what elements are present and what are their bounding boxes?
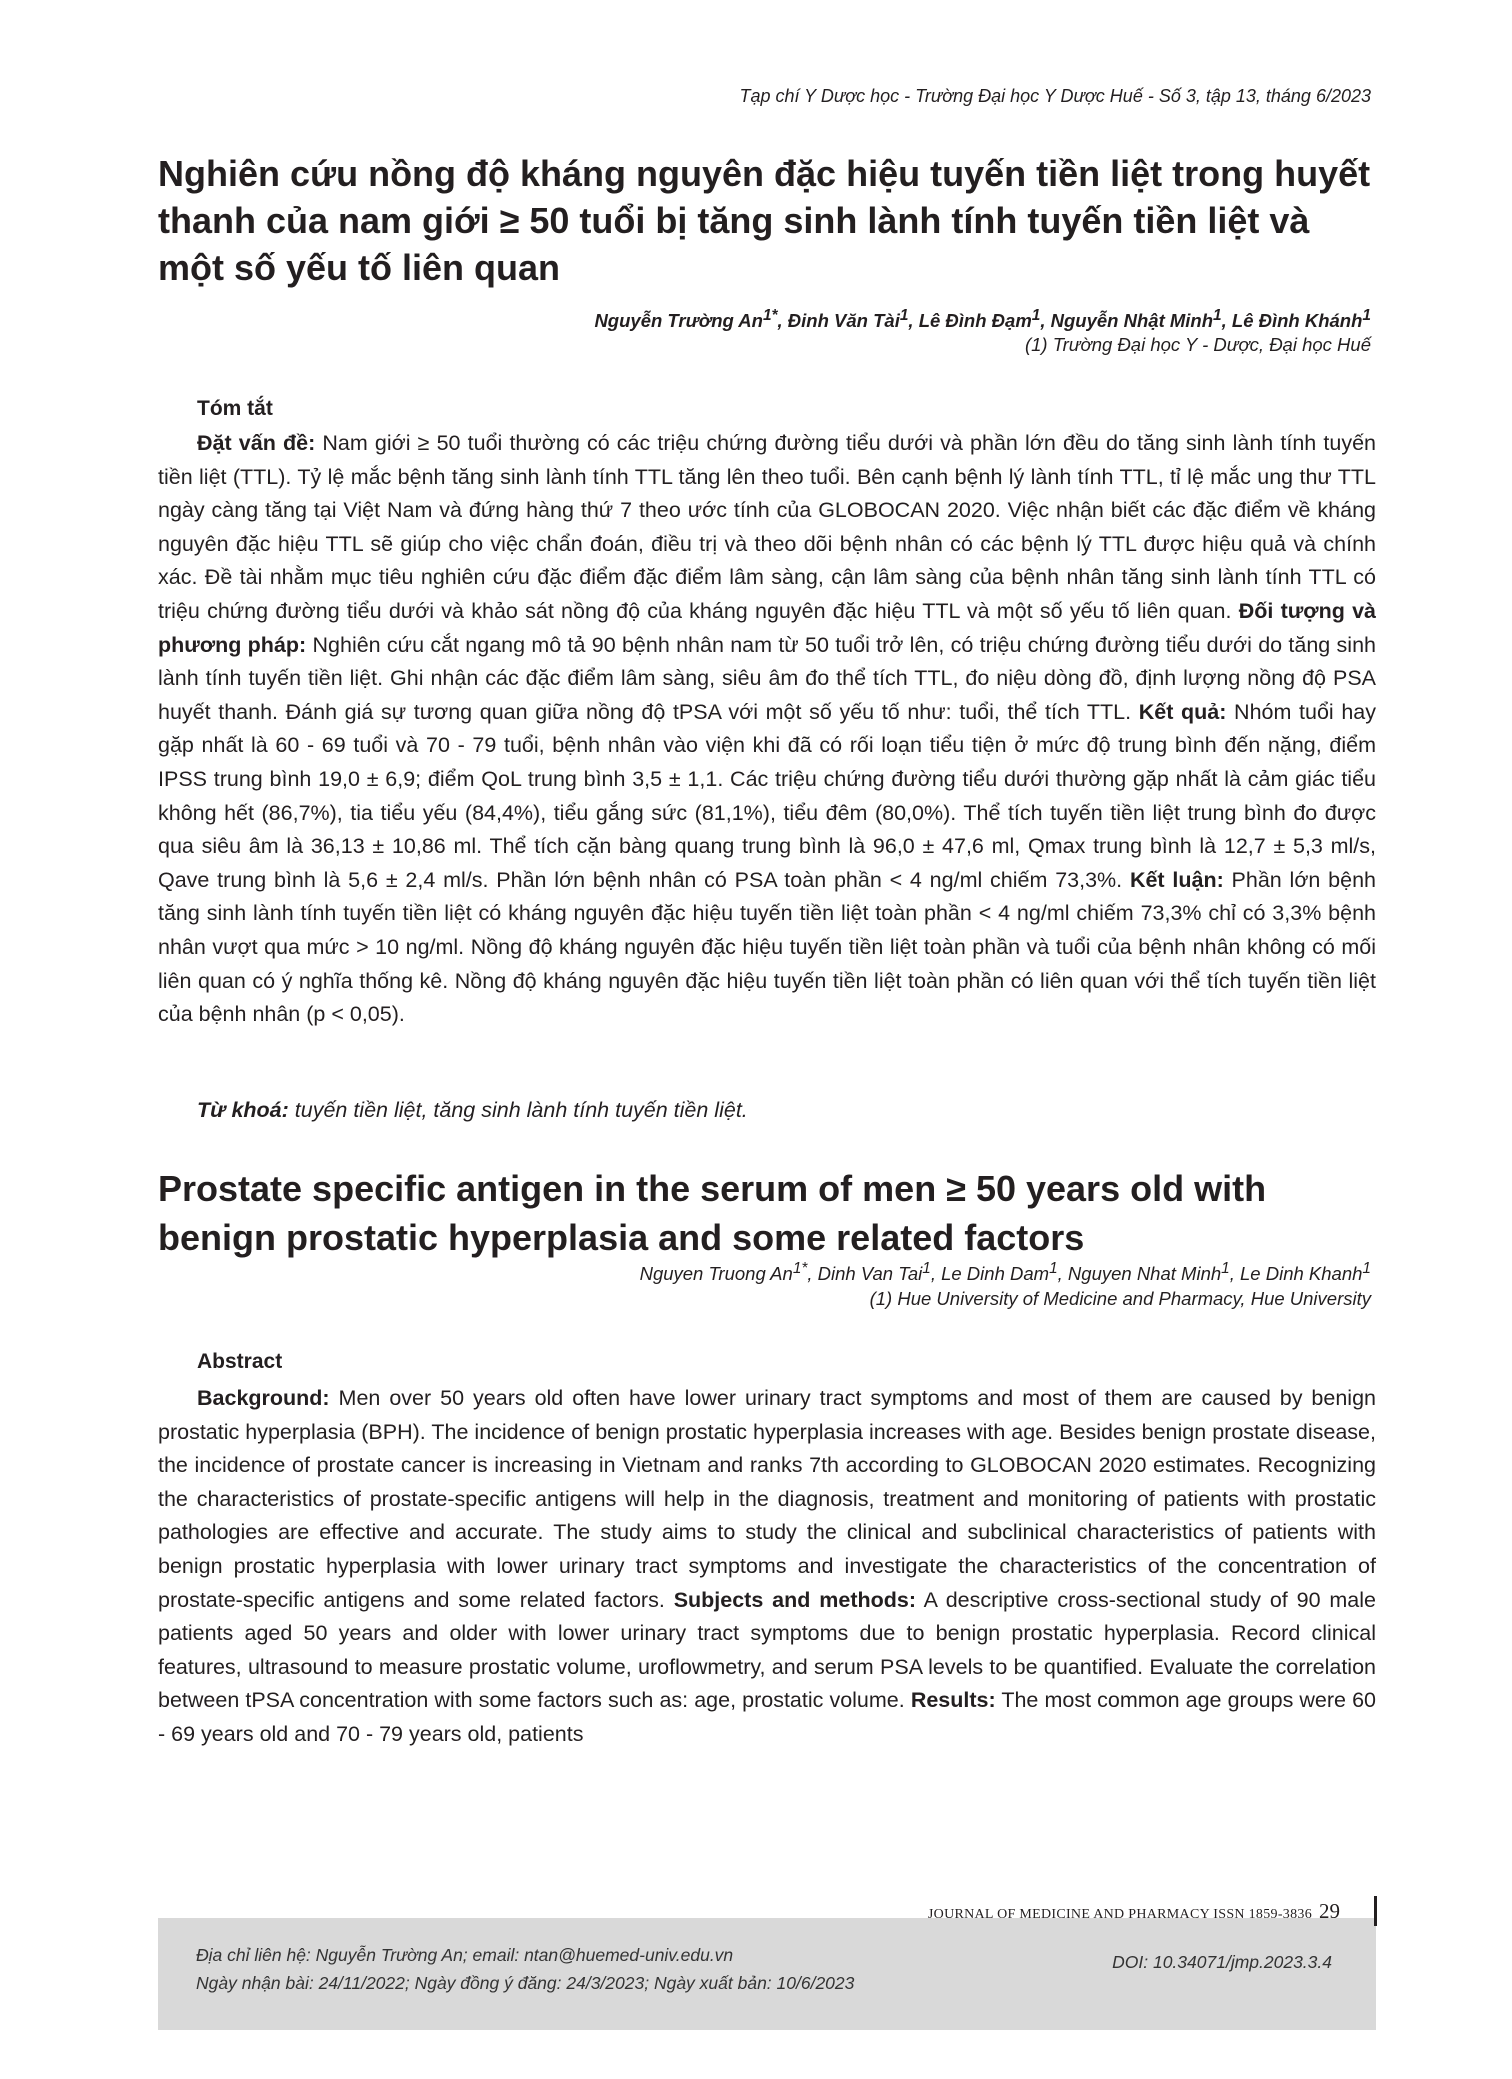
abstract-body-en — [158, 1382, 1376, 1752]
abstract-text: Men over 50 years old often have lower urinary tract symptoms and most of them are caused by benign prostatic hyperplasia (BPH). The incidence of benign prostatic hyperplasia increases with age. Besides benign prostate disease, the incidence of prostate cancer is increasing in Vietnam and ranks 7th according to GLOBOCAN 2020 estimates. Recognizing the characteristics of prostate-specific antigens will help in the diagnosis, treatment and monitoring of patients with prostatic pathologies are effective and accurate. The study aims to study the clinical and subclinical characteristics of patients with benign prostatic hyperplasia with lower urinary tract symptoms and investigate the characteristics of the concentration of prostate-specific antigens and some related factors. — [158, 1386, 1376, 1612]
title-line: Nghiên cứu nồng độ kháng nguyên đặc hiệu tuyến tiền liệt trong huyết — [158, 153, 1371, 194]
abstract-label: Đặt vấn đề: — [197, 431, 316, 455]
running-head: Tạp chí Y Dược học - Trường Đại học Y Dược Huế - Số 3, tập 13, tháng 6/2023 — [739, 86, 1371, 106]
author-list-vi: Nguyễn Trường $An^{1*}$, Đinh Văn Tài$^1$, Lê Đình Đạm$^1$, Nguyễn Nhật Minh$^1$, Lê Đình Khánh$^1$ — [594, 307, 1371, 332]
abstract-label: Results: — [910, 1688, 996, 1713]
keywords-text: tuyến tiền liệt, tăng sinh lành tính tuyến tiền liệt. — [288, 1098, 748, 1122]
author-affiliation-mark: 1 — [1362, 307, 1371, 324]
author-name: Lê Đình Đạm — [918, 310, 1032, 332]
author-affiliation-mark: 1* — [792, 1260, 808, 1277]
affiliation-en: (1) Hue University of Medicine and Pharmacy, Hue University — [869, 1288, 1371, 1309]
abstract-text: Phần lớn bệnh tăng sinh lành tính tuyến tiền liệt có kháng nguyên đặc hiệu tuyến tiền liệt toàn phần < 4 ng/ml chiếm 73,3% chỉ có 3,3% bệnh nhân vượt qua mức > 10 ng/ml. Nồng độ kháng nguyên đặc hiệu tuyến tiền liệt toàn phần và tuổi của bệnh nhân không có mối liên quan có ý nghĩa thống kê. Nồng độ kháng nguyên đặc hiệu tuyến tiền liệt toàn phần có liên quan với thể tích tuyến tiền liệt của bệnh nhân (p < 0,05). — [158, 867, 1376, 1027]
author-affiliation-mark: 1 — [899, 307, 909, 324]
affiliation-vi: (1) Trường Đại học Y - Dược, Đại học Huế — [1024, 334, 1371, 355]
abstract-text: Nghiên cứu cắt ngang mô tả 90 bệnh nhân nam từ 50 tuổi trở lên, có triệu chứng đường tiểu dưới do tăng sinh lành tính tuyến tiền liệt. Ghi nhận các đặc điểm lâm sàng, siêu âm đo thể tích TTL, đo niệu dòng đồ, định lượng nồng độ PSA huyết thanh. Đánh giá sự tương quan giữa nồng độ tPSA với một số yếu tố như: tuổi, thể tích TTL. — [158, 632, 1376, 724]
abstract-text: Nhóm tuổi hay gặp nhất là 60 - 69 tuổi và 70 - 79 tuổi, bệnh nhân vào viện khi đã có rối loạn tiểu tiện ở mức độ trung bình đến nặng, điểm IPSS trung bình 19,0 ± 6,9; điểm QoL trung bình 3,5 ± 1,1. Các triệu chứng đường tiểu dưới thường gặp nhất là cảm giác tiểu không hết (86,7%), tia tiểu yếu (84,4%), tiểu gắng sức (81,1%), tiểu đêm (80,0%). Thể tích tuyến tiền liệt trung bình đo được qua siêu âm là 36,13 ± 10,86 ml. Thể tích cặn bàng quang trung bình là 96,0 ± 47,6 ml, Qmax trung bình là 12,7 ± 5,3 ml/s, Qave trung bình là 5,6 ± 2,4 ml/s. Phần lớn bệnh nhân có PSA toàn phần < 4 ng/ml chiếm 73,3%. — [158, 699, 1376, 892]
author-list-en: Nguyen Truong $An^{1*}$, Dinh Van Tai$^1$, Le Dinh Dam$^1$, Nguyen Nhat Minh$^1$, Le Dinh Khanh$^1$ — [639, 1260, 1371, 1285]
author-name: Dinh Van Tai — [817, 1263, 923, 1285]
abstract-heading-en: Abstract — [197, 1350, 283, 1373]
abstract-label: Kết quả: — [1138, 699, 1227, 724]
author-affiliation-mark: 1 — [1221, 1260, 1230, 1277]
author-name: Nguyen Truong An — [639, 1263, 793, 1285]
abstract-label: Đối tượng và phương pháp: — [158, 598, 1377, 657]
keywords-label: Từ khoá: — [197, 1098, 289, 1122]
article-title-en — [158, 1164, 1378, 1262]
title-line: một số yếu tố liên quan — [158, 247, 561, 288]
keywords-vi — [197, 1098, 748, 1123]
contact-address: Địa chỉ liên hệ: Nguyễn Trường An; email: ntan@huemed-univ.edu.vn — [196, 1945, 734, 1965]
contact-info-box — [158, 1918, 1376, 2030]
abstract-text: A descriptive cross-sectional study of 90 male patients aged 50 years and older with lower urinary tract symptoms due to benign prostatic hyperplasia. Record clinical features, ultrasound to measure prostatic volume, uroflowmetry, and serum PSA levels to be quantified. Evaluate the correlation between tPSA concentration with some factors such as: age, prostatic volume. — [158, 1587, 1376, 1713]
author-name: Đinh Văn Tài — [787, 310, 900, 332]
author-name: Nguyen Nhat Minh — [1067, 1263, 1222, 1285]
author-affiliation-mark: 1 — [922, 1260, 931, 1277]
article-title-vi — [158, 150, 1378, 291]
title-line: thanh của nam giới ≥ 50 tuổi bị tăng sinh lành tính tuyến tiền liệt và — [158, 200, 1310, 241]
abstract-text: Nam giới ≥ 50 tuổi thường có các triệu chứng đường tiểu dưới và phần lớn đều do tăng sinh lành tính tuyến tiền liệt (TTL). Tỷ lệ mắc bệnh tăng sinh lành tính TTL tăng lên theo tuổi. Bên cạnh bệnh lý lành tính TTL, tỉ lệ mắc ung thư TTL ngày càng tăng tại Việt Nam và đứng hàng thứ 7 theo ước tính của GLOBOCAN 2020. Việc nhận biết các đặc điểm về kháng nguyên đặc hiệu TTL sẽ giúp cho việc chẩn đoán, điều trị và theo dõi bệnh nhân có các bệnh lý TTL được hiệu quả và chính xác. Đề tài nhằm mục tiêu nghiên cứu đặc điểm đặc điểm lâm sàng, cận lâm sàng của bệnh nhân tăng sinh lành tính TTL có triệu chứng đường tiểu dưới và khảo sát nồng độ của kháng nguyên đặc hiệu TTL và một số yếu tố liên quan. — [158, 431, 1376, 623]
doi: DOI: 10.34071/jmp.2023.3.4 — [1112, 1952, 1332, 1972]
abstract-heading-vi: Tóm tắt — [197, 397, 273, 420]
abstract-text: The most common age groups were 60 - 69 years old and 70 - 79 years old, patients — [158, 1688, 1376, 1746]
article-dates: Ngày nhận bài: 24/11/2022; Ngày đồng ý đăng: 24/3/2023; Ngày xuất bản: 10/6/2023 — [196, 1973, 855, 1993]
author-affiliation-mark: 1 — [1362, 1260, 1371, 1277]
author-affiliation-mark: 1 — [1049, 1260, 1058, 1277]
page-number: 29 — [1319, 1899, 1340, 1923]
author-name: Lê Đình Khánh — [1231, 310, 1363, 332]
author-name: Nguyễn Trường An — [594, 310, 763, 332]
title-line: Prostate specific antigen in the serum of men ≥ 50 years old with — [158, 1168, 1267, 1209]
footer-journal-name: JOURNAL OF MEDICINE AND PHARMACY ISSN 1859-3836 — [927, 1907, 1312, 1922]
author-affiliation-mark: 1* — [762, 307, 778, 324]
abstract-label: Subjects and methods: — [673, 1587, 916, 1612]
author-name: Nguyễn Nhật Minh — [1050, 310, 1214, 332]
abstract-label: Background: — [197, 1386, 330, 1410]
author-name: Le Dinh Dam — [941, 1263, 1050, 1285]
author-name: Le Dinh Khanh — [1240, 1263, 1363, 1285]
title-line: benign prostatic hyperplasia and some related factors — [158, 1217, 1085, 1258]
author-affiliation-mark: 1 — [1213, 307, 1222, 324]
abstract-body-vi — [158, 427, 1376, 1032]
abstract-label: Kết luận: — [1129, 867, 1224, 892]
page-number-divider — [1374, 1896, 1377, 1926]
author-affiliation-mark: 1 — [1031, 307, 1041, 324]
